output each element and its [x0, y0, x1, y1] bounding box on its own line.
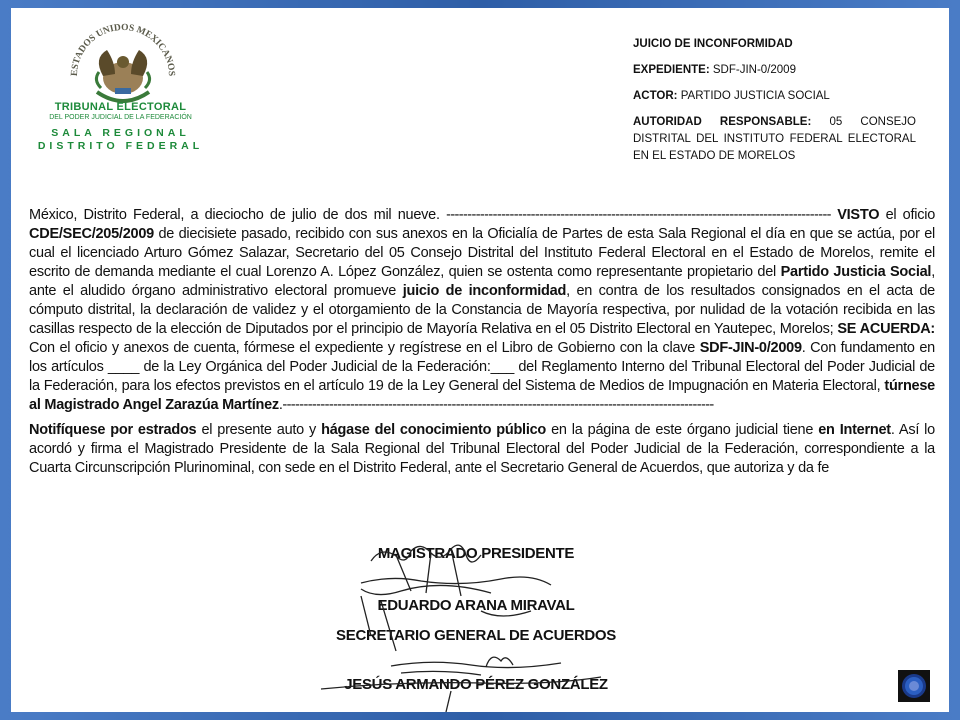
president-name: EDUARDO ARANA MIRAVAL — [377, 597, 575, 614]
chamber-line-1: SALA REGIONAL — [51, 127, 190, 139]
secretary-name: JESÚS ARMANDO PÉREZ GONZÁLEZ — [344, 676, 608, 693]
paragraph-agreement: México, Distrito Federal, a dieciocho de julio de dos mil nueve. ------------------------------------------------------------------------------------------- VISTO el oficio CDE/SEC/205/2009 de diecisiete pasado, recibido con sus anexos en la Oficialía de Partes de esta Sala Regional el día en que se actúa, por el cual el licenciado Arturo Gómez Salazar, Secretario del 05 Consejo Distrital del Instituto Federal Electoral en el Estado de Morelos, remite el escrito de demanda mediante el cual Lorenzo A. López González, quien se ostenta como representante propietario del Partido Justicia Social, ante el aludido órgano administrativo electoral promueve juicio de inconformidad, en contra de los resultados consignados en el acta de cómputo distrital, la declaración de validez y el otorgamiento de la Constancia de Mayoría respectiva, por nulidad de la votación recibida en las casillas respecto de la elección de Diputados por el principio de Mayoría Relativa en el 05 Distrito Electoral en Yautepec, Morelos; SE ACUERDA: Con el oficio y anexos de cuenta, fórmese el expediente y regístrese en el Libro de Gobierno con la clave SDF-JIN-0/2009. Con fundamento en los artículos ____ de la Ley Orgánica del Poder Judicial de la Federación:___ del Reglamento Interno del Tribunal Electoral del Poder Judicial de la Federación, para los efectos previstos en el artículo 19 de la Ley General del Sistema de Medios de Impugnación en Materia Electoral, túrnese al Magistrado Angel Zarazúa Martínez.------------------------------------------------------------------------------------------------------ — [29, 207, 936, 413]
court-name: TRIBUNAL ELECTORAL — [54, 101, 187, 113]
court-subtitle: DEL PODER JUDICIAL DE LA FEDERACIÓN — [49, 114, 192, 121]
authority-label: AUTORIDAD RESPONSABLE: — [633, 116, 812, 128]
chamber-line-2: DISTRITO FEDERAL — [37, 140, 204, 152]
signature-scribble-icon — [301, 541, 661, 712]
paragraph-notification: Notifíquese por estrados el presente auto y hágase del conocimiento público en la página de este órgano judicial tiene en Internet. Así lo acordó y firma el Magistrado Presidente de la Sala Regional del Tribunal Electoral del Poder Judicial de la Federación, correspondiente a la Cuarta Circunscripción Plurinominal, con sede en el Distrito Federal, ante el Secretario General de Acuerdos, que autoriza y da fe — [29, 422, 935, 476]
authority-value: 05 CONSEJO DISTRITAL DEL INSTITUTO FEDERAL ELECTORAL EN EL ESTADO DE MORELOS — [633, 116, 916, 162]
actor-value: PARTIDO JUSTICIA SOCIAL — [680, 90, 830, 102]
president-title: MAGISTRADO PRESIDENTE — [377, 545, 575, 562]
actor-label: ACTOR: — [633, 90, 678, 102]
file-value: SDF-JIN-0/2009 — [712, 64, 796, 76]
document-body — [29, 206, 935, 478]
case-info — [633, 36, 916, 174]
svg-text:ESTADOS UNIDOS MEXICANOS: ESTADOS UNIDOS MEXICANOS — [69, 22, 177, 77]
mexican-seal-icon — [63, 18, 183, 110]
secretary-title: SECRETARIO GENERAL DE ACUERDOS — [336, 627, 616, 644]
document-page — [11, 8, 949, 712]
tribunal-logo-icon — [898, 670, 930, 702]
case-title: JUICIO DE INCONFORMIDAD — [633, 38, 793, 50]
file-label: EXPEDIENTE: — [633, 64, 710, 76]
court-heading — [33, 101, 208, 152]
